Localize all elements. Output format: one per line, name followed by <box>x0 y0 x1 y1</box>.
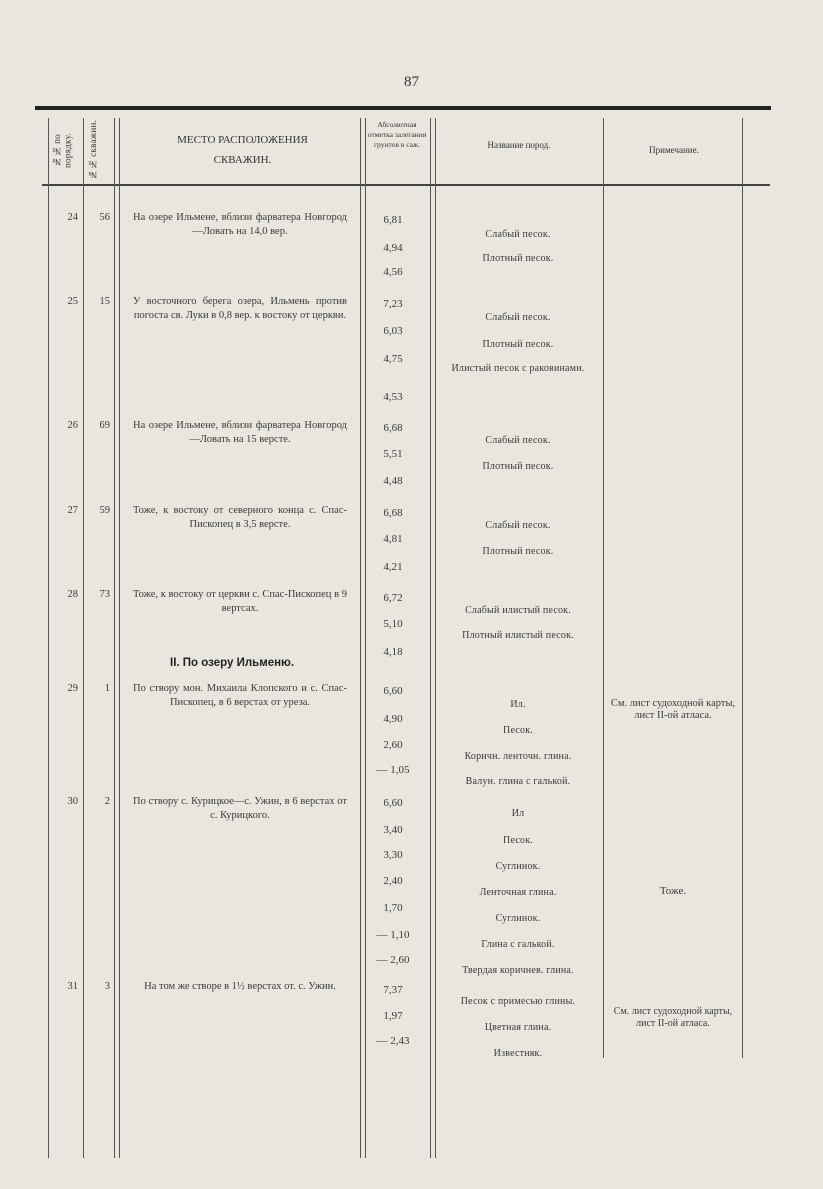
elevation-mark: — 2,60 <box>376 954 410 966</box>
column-line <box>48 118 49 1158</box>
section-title: II. По озеру Ильменю. <box>170 657 295 669</box>
elevation-mark: 1,70 <box>383 902 403 914</box>
elevation-mark: 4,56 <box>383 266 403 278</box>
rock-name: Известняк. <box>493 1048 543 1059</box>
rock-name: Твердая коричнев. глина. <box>462 965 574 976</box>
rock-name: Суглинок. <box>495 913 541 924</box>
header-elevation: Абсолютная отметка залегания грунтов в саж. <box>367 120 427 149</box>
elevation-mark: 4,90 <box>383 713 403 725</box>
well-number: 59 <box>99 505 110 516</box>
rock-name: Коричн. ленточн. глина. <box>464 751 572 762</box>
order-number: 24 <box>67 212 78 223</box>
elevation-mark: 4,75 <box>383 353 403 365</box>
elevation-mark: 7,23 <box>383 298 403 310</box>
rock-name: Слабый илистый песок. <box>465 605 571 616</box>
location-text: По створу мон. Михаила Клопского и с. Спас-Пископец, в 6 верстах от уреза. <box>133 683 347 708</box>
rock-name: Песок. <box>503 835 533 846</box>
rock-name: Плотный песок. <box>482 339 554 350</box>
rock-name: Слабый песок. <box>485 435 551 446</box>
well-number: 2 <box>104 796 110 807</box>
header-rock: Название пород. <box>487 140 551 150</box>
well-number: 56 <box>99 212 110 223</box>
column-line <box>742 118 743 1058</box>
order-number: 30 <box>67 796 78 807</box>
location-text: У восточного берега озера, Ильмень против погоста св. Луки в 0,8 вер. к востоку от церкви. <box>133 296 347 321</box>
order-number: 31 <box>67 981 78 992</box>
rock-name: Слабый песок. <box>485 312 551 323</box>
well-number: 3 <box>104 981 110 992</box>
location-text: На озере Ильмене, вблизи фарватера Новгород—Ловать на 15 версте. <box>133 420 347 445</box>
elevation-mark: 4,81 <box>383 533 403 545</box>
rock-name: Плотный песок. <box>482 546 554 557</box>
rock-name: Песок с примесью глины. <box>460 996 576 1007</box>
location-text: На озере Ильмене, вблизи фарватера Новгород—Ловать на 14,0 вер. <box>133 212 347 237</box>
well-number: 73 <box>99 589 110 600</box>
elevation-mark: 4,53 <box>383 391 403 403</box>
rock-name: Слабый песок. <box>485 229 551 240</box>
rock-name: Валун. глина с галькой. <box>465 776 571 787</box>
elevation-mark: 5,51 <box>383 448 403 460</box>
order-number: 25 <box>67 296 78 307</box>
header-location: МЕСТО РАСПОЛОЖЕНИЯ СКВАЖИН. <box>177 134 308 166</box>
page-number: 87 <box>404 74 419 90</box>
order-number: 26 <box>67 420 78 431</box>
location-text: Тоже, к востоку от церкви с. Спас-Пископец в 9 вертсах. <box>133 589 347 614</box>
header-note: Примечание. <box>649 145 699 155</box>
well-number: 15 <box>99 296 110 307</box>
elevation-mark: 6,68 <box>383 507 403 519</box>
rock-name: Плотный песок. <box>482 461 554 472</box>
column-line <box>114 118 120 1158</box>
elevation-mark: — 2,43 <box>376 1035 410 1047</box>
elevation-mark: 4,18 <box>383 646 403 658</box>
rock-name: Илистый песок с раковинами. <box>451 363 585 374</box>
elevation-mark: 4,21 <box>383 561 403 573</box>
rock-name: Ил. <box>510 699 526 710</box>
header-well-no: №№ скважин. <box>88 119 98 181</box>
elevation-mark: — 1,10 <box>376 929 410 941</box>
elevation-mark: 6,60 <box>383 685 403 697</box>
rock-name: Глина с галькой. <box>481 939 555 950</box>
elevation-mark: 6,03 <box>383 325 403 337</box>
elevation-mark: 7,37 <box>383 984 403 996</box>
order-number: 28 <box>67 589 78 600</box>
rock-name: Ил <box>511 808 525 819</box>
elevation-mark: 1,97 <box>383 1010 403 1022</box>
well-number: 69 <box>99 420 110 431</box>
elevation-mark: 4,94 <box>383 242 403 254</box>
rock-name: Плотный песок. <box>482 253 554 264</box>
location-text: По створу с. Курицкое—с. Ужин, в 6 верстах от с. Курицкого. <box>133 796 347 821</box>
top-rule <box>35 106 771 110</box>
rock-name: Плотный илистый песок. <box>462 630 574 641</box>
column-line <box>603 118 604 1058</box>
order-number: 27 <box>67 505 78 516</box>
elevation-mark: 6,68 <box>383 422 403 434</box>
note-text: См. лист судоходной карты, лист II-ой атласа. <box>610 698 736 721</box>
elevation-mark: 6,72 <box>383 592 403 604</box>
location-text: Тоже, к востоку от северного конца с. Спас-Пископец в 3,5 версте. <box>133 505 347 530</box>
rock-name: Слабый песок. <box>485 520 551 531</box>
rock-name: Ленточная глина. <box>479 887 557 898</box>
rock-name: Суглинок. <box>495 861 541 872</box>
note-text: Тоже. <box>659 885 687 897</box>
elevation-mark: 2,40 <box>383 875 403 887</box>
well-number: 1 <box>104 683 110 694</box>
note-text: См. лист судоходной карты, лист II-ой атласа. <box>613 1006 733 1029</box>
column-line <box>83 118 84 1158</box>
order-number: 29 <box>67 683 78 694</box>
header-order-no: №№ по порядку. <box>52 132 73 168</box>
rock-name: Цветная глина. <box>484 1022 552 1033</box>
header-rule <box>42 184 770 186</box>
elevation-mark: 4,48 <box>383 475 403 487</box>
location-text: На том же створе в 1½ верстах от. с. Ужин. <box>144 981 336 992</box>
elevation-mark: 6,60 <box>383 797 403 809</box>
elevation-mark: 2,60 <box>383 739 403 751</box>
rock-name: Песок. <box>503 725 533 736</box>
elevation-mark: 5,10 <box>383 618 403 630</box>
elevation-mark: 6,81 <box>383 214 403 226</box>
elevation-mark: — 1,05 <box>376 764 410 776</box>
elevation-mark: 3,30 <box>383 849 403 861</box>
elevation-mark: 3,40 <box>383 824 403 836</box>
